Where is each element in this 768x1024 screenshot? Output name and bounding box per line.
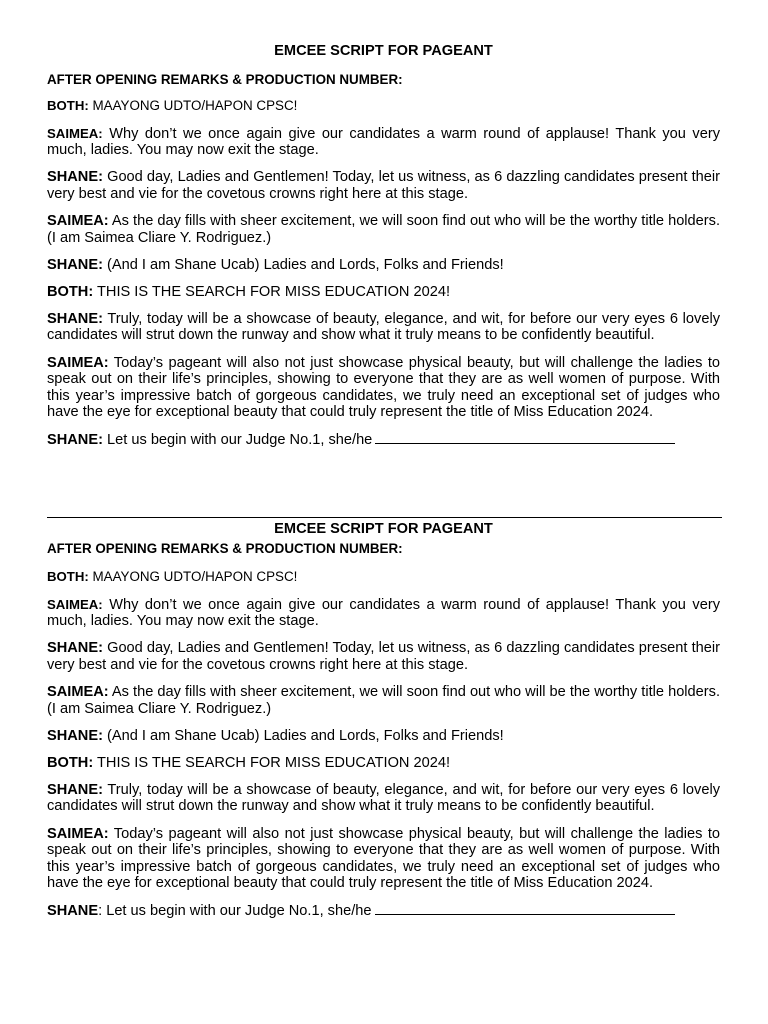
speaker-label: SHANE: (47, 727, 103, 744)
script-line (47, 311, 720, 344)
line-text: MAAYONG UDTO/HAPON CPSC! (88, 98, 298, 113)
script-line (47, 126, 720, 159)
script-line (47, 755, 720, 772)
line-text: Today’s pageant will also not just showcase physical beauty, but will challenge the ladies to speak out on their life’s principles, showing to everyone that they are as well women of purpose. With this year’s impressive batch of gorgeous candidates, we truly need an exceptional set of judges who have the eye for exceptional beauty that could truly represent the title of Miss Education 2024. (47, 354, 720, 421)
speaker-label: SHANE: (47, 310, 103, 327)
speaker-label: SHANE: (47, 640, 103, 657)
script-line (47, 902, 720, 920)
line-text: (And I am Shane Ucab) Ladies and Lords, Folks and Friends! (102, 256, 504, 273)
speaker-label: SHANE (47, 903, 99, 920)
speaker-label: SHANE: (47, 169, 103, 186)
script-line (47, 640, 720, 673)
line-text: Truly, today will be a showcase of beauty, elegance, and wit, for before our very eyes 6 lovely candidates will strut down the runway and show what it truly means to be confidently beautiful. (47, 781, 720, 815)
script-line (47, 213, 720, 246)
script-line (47, 284, 720, 301)
speaker-label: SAIMEA: (47, 125, 103, 141)
script-title: EMCEE SCRIPT FOR PAGEANT (274, 521, 493, 537)
script-subheading: AFTER OPENING REMARKS & PRODUCTION NUMBER: (47, 541, 403, 556)
script-line (47, 728, 720, 745)
script-line (47, 782, 720, 815)
fill-in-blank (375, 431, 675, 444)
speaker-label: SHANE: (47, 781, 103, 798)
speaker-label: SAIMEA: (47, 354, 109, 371)
section-divider (47, 517, 722, 518)
script-line (47, 597, 720, 630)
speaker-label: BOTH: (47, 283, 94, 300)
line-text: Good day, Ladies and Gentlemen! Today, let us witness, as 6 dazzling candidates present their very best and vie for the covetous crowns right here at this stage. (47, 640, 720, 673)
line-text: THIS IS THE SEARCH FOR MISS EDUCATION 2024! (93, 283, 451, 300)
speaker-label: BOTH: (47, 569, 89, 584)
script-line (47, 684, 720, 717)
line-text: Why don’t we once again give our candidates a warm round of applause! Thank you very much, ladies. You may now exit the stage. (47, 596, 720, 630)
script-line (47, 355, 720, 421)
speaker-label: SAIMEA: (47, 212, 109, 229)
line-text: (And I am Shane Ucab) Ladies and Lords, Folks and Friends! (102, 727, 504, 744)
script-line (47, 169, 720, 202)
script-section-1 (47, 42, 720, 460)
line-text: : Let us begin with our Judge No.1, she/he (98, 903, 372, 920)
line-text: Good day, Ladies and Gentlemen! Today, let us witness, as 6 dazzling candidates present their very best and vie for the covetous crowns right here at this stage. (47, 169, 720, 202)
fill-in-blank (375, 902, 675, 915)
line-text: MAAYONG UDTO/HAPON CPSC! (88, 569, 298, 584)
script-line (47, 98, 720, 115)
script-subheading: AFTER OPENING REMARKS & PRODUCTION NUMBER: (47, 72, 403, 87)
speaker-label: SAIMEA: (47, 683, 109, 700)
line-text: Let us begin with our Judge No.1, she/he (102, 432, 373, 449)
line-text: THIS IS THE SEARCH FOR MISS EDUCATION 2024! (93, 754, 451, 771)
speaker-label: SHANE: (47, 432, 103, 449)
script-line (47, 569, 720, 586)
line-text: As the day fills with sheer excitement, we will soon find out who will be the worthy title holders. (I am Saimea Cliare Y. Rodriguez.) (47, 683, 720, 717)
speaker-label: SAIMEA: (47, 596, 103, 612)
speaker-label: BOTH: (47, 754, 94, 771)
speaker-label: BOTH: (47, 98, 89, 113)
script-line (47, 431, 720, 449)
line-text: Why don’t we once again give our candidates a warm round of applause! Thank you very much, ladies. You may now exit the stage. (47, 125, 720, 159)
line-text: Today’s pageant will also not just showcase physical beauty, but will challenge the ladies to speak out on their life’s principles, showing to everyone that they are as well women of purpose. With this year’s impressive batch of gorgeous candidates, we truly need an exceptional set of judges who have the eye for exceptional beauty that could truly represent the title of Miss Education 2024. (47, 825, 720, 892)
script-line (47, 257, 720, 274)
script-section-2 (47, 520, 720, 931)
speaker-label: SAIMEA: (47, 825, 109, 842)
speaker-label: SHANE: (47, 256, 103, 273)
script-title: EMCEE SCRIPT FOR PAGEANT (274, 43, 493, 59)
script-line (47, 826, 720, 892)
line-text: Truly, today will be a showcase of beauty, elegance, and wit, for before our very eyes 6 lovely candidates will strut down the runway and show what it truly means to be confidently beautiful. (47, 310, 720, 344)
line-text: As the day fills with sheer excitement, we will soon find out who will be the worthy title holders. (I am Saimea Cliare Y. Rodriguez.) (47, 212, 720, 246)
